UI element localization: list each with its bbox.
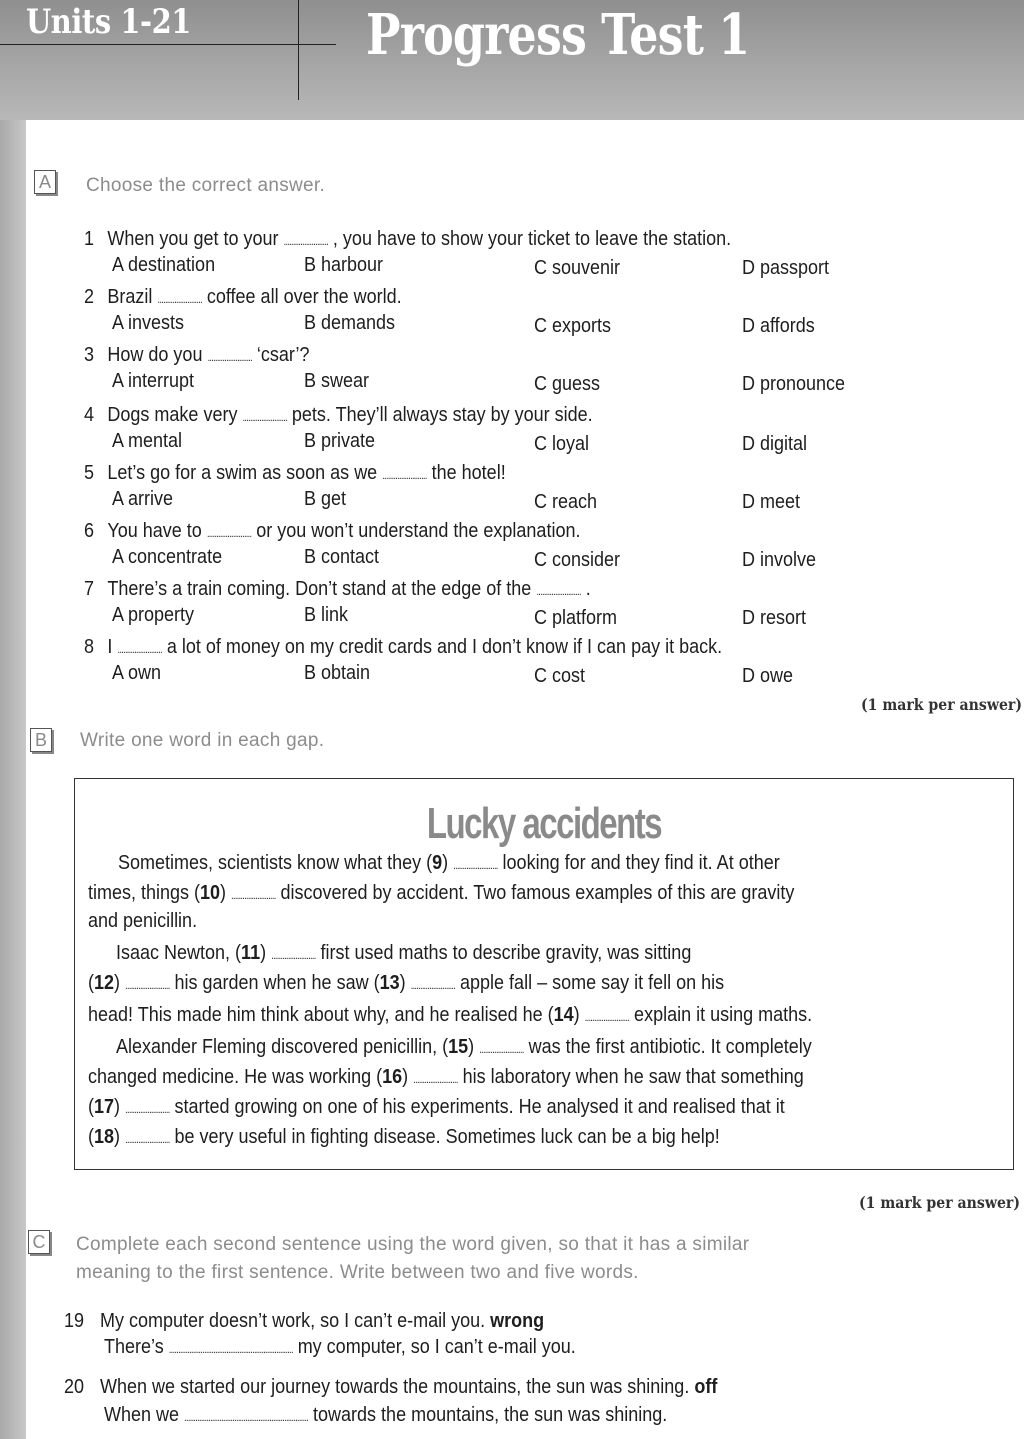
story-line xyxy=(116,1036,812,1059)
story-text: discovered by accident. Two famous examples of this are gravity xyxy=(275,882,795,904)
header-rule xyxy=(0,44,336,45)
option-5-b[interactable]: B get xyxy=(304,488,347,510)
answer-gap-16[interactable]: ........................ xyxy=(413,1074,458,1086)
gap-number: 18 xyxy=(94,1126,115,1148)
answer-gap-9[interactable]: ........................ xyxy=(453,860,498,872)
answer-gap-11[interactable]: ........................ xyxy=(271,950,316,962)
question-text-before: When you get to your xyxy=(107,228,284,250)
story-line xyxy=(118,852,780,875)
question-text-before: You have to xyxy=(107,520,207,542)
story-text: be very useful in fighting disease. Sometimes luck can be a big help! xyxy=(169,1126,720,1148)
story-text: ) xyxy=(260,942,272,964)
question-number: 8 xyxy=(84,636,95,658)
question-text-before: How do you xyxy=(107,344,208,366)
gap-number: 9 xyxy=(432,852,443,874)
question-text-after: pets. They’ll always stay by your side. xyxy=(286,404,593,426)
option-5-d[interactable]: D meet xyxy=(742,491,801,513)
question-text-before: Brazil xyxy=(107,286,158,308)
answer-gap[interactable]: ........................ xyxy=(207,352,252,364)
story-text: ) xyxy=(114,1096,126,1118)
option-8-c[interactable]: C cost xyxy=(534,665,586,687)
story-line xyxy=(88,1096,785,1119)
question-2 xyxy=(84,286,402,309)
question-text-before: There’s a train coming. Don’t stand at the edge of the xyxy=(107,578,537,600)
question-number: 6 xyxy=(84,520,95,542)
answer-gap-17[interactable]: ........................ xyxy=(125,1104,170,1116)
option-2-c[interactable]: C exports xyxy=(534,315,612,337)
option-1-c[interactable]: C souvenir xyxy=(534,257,621,279)
option-2-a[interactable]: A invests xyxy=(112,312,185,334)
section-c-instruction-2: meaning to the first sentence. Write between two and five words. xyxy=(76,1262,639,1283)
story-text: first used maths to describe gravity, was sitting xyxy=(315,942,692,964)
gap-number: 13 xyxy=(379,972,400,994)
option-3-d[interactable]: D pronounce xyxy=(742,373,846,395)
question-7 xyxy=(84,578,591,601)
story-text: his garden when he saw ( xyxy=(169,972,380,994)
answer-gap[interactable]: ........................ xyxy=(536,586,581,598)
section-c-badge: C xyxy=(28,1230,50,1254)
option-4-b[interactable]: B private xyxy=(304,430,376,452)
rewrite-end: my computer, so I can’t e-mail you. xyxy=(292,1336,576,1358)
option-2-b[interactable]: B demands xyxy=(304,312,396,334)
story-line xyxy=(88,1066,804,1089)
story-text: ( xyxy=(88,972,95,994)
question-number: 3 xyxy=(84,344,95,366)
question-text-after: , you have to show your ticket to leave the station. xyxy=(327,228,732,250)
section-b-instruction: Write one word in each gap. xyxy=(80,730,325,751)
story-text: changed medicine. He was working ( xyxy=(88,1066,383,1088)
question-text-before: Dogs make very xyxy=(107,404,243,426)
question-text-before: Let’s go for a swim as soon as we xyxy=(107,462,383,484)
answer-gap-10[interactable]: ........................ xyxy=(231,890,276,902)
question-8 xyxy=(84,636,722,659)
question-number: 2 xyxy=(84,286,95,308)
story-text: ) xyxy=(114,972,126,994)
question-sentence: When we started our journey towards the mountains, the sun was shining. xyxy=(100,1376,695,1398)
option-7-a[interactable]: A property xyxy=(112,604,195,626)
story-text: ) xyxy=(573,1004,585,1026)
option-2-d[interactable]: D affords xyxy=(742,315,815,337)
option-7-c[interactable]: C platform xyxy=(534,607,618,629)
header-divider xyxy=(298,0,299,100)
rewrite-20 xyxy=(104,1404,667,1427)
story-line xyxy=(116,942,691,965)
rewrite-gap[interactable]: ................................................................... xyxy=(184,1412,309,1424)
story-text: started growing on one of his experiments. He analysed it and realised that it xyxy=(169,1096,785,1118)
option-8-a[interactable]: A own xyxy=(112,662,162,684)
answer-gap-13[interactable]: ........................ xyxy=(410,980,456,992)
question-4 xyxy=(84,404,593,427)
option-3-c[interactable]: C guess xyxy=(534,373,601,395)
answer-gap[interactable]: ........................ xyxy=(157,294,202,306)
answer-gap[interactable]: ........................ xyxy=(206,528,252,540)
section-a-marks: (1 mark per answer) xyxy=(860,695,1022,714)
story-line xyxy=(88,910,197,933)
answer-gap[interactable]: ........................ xyxy=(283,236,328,248)
option-8-b[interactable]: B obtain xyxy=(304,662,371,684)
story-text: Alexander Fleming discovered penicillin, ( xyxy=(116,1036,449,1058)
question-number: 7 xyxy=(84,578,95,600)
section-b-marks: (1 mark per answer) xyxy=(858,1193,1020,1212)
question-number: 20 xyxy=(64,1376,85,1398)
question-text-after: coffee all over the world. xyxy=(201,286,402,308)
story-text: was the first antibiotic. It completely xyxy=(523,1036,812,1058)
option-6-a[interactable]: A concentrate xyxy=(112,546,223,568)
question-number: 4 xyxy=(84,404,95,426)
option-7-b[interactable]: B link xyxy=(304,604,349,626)
page-edge xyxy=(0,120,26,1439)
gap-number: 15 xyxy=(448,1036,469,1058)
section-c-instruction-1: Complete each second sentence using the word given, so that it has a similar xyxy=(76,1234,750,1255)
key-word: wrong xyxy=(490,1310,545,1332)
answer-gap-14[interactable]: ........................ xyxy=(584,1012,630,1024)
option-8-d[interactable]: D owe xyxy=(742,665,794,687)
question-number: 19 xyxy=(64,1310,85,1332)
gap-number: 14 xyxy=(553,1004,574,1026)
question-number: 5 xyxy=(84,462,95,484)
question-text-after: a lot of money on my credit cards and I don’t know if I can pay it back. xyxy=(161,636,723,658)
story-text: explain it using maths. xyxy=(629,1004,813,1026)
rewrite-19 xyxy=(104,1336,576,1359)
story-text: head! This made him think about why, and he realised he ( xyxy=(88,1004,554,1026)
answer-gap-12[interactable]: ........................ xyxy=(125,980,170,992)
story-text: apple fall – some say it fell on his xyxy=(455,972,725,994)
gap-number: 11 xyxy=(241,942,261,964)
question-sentence: My computer doesn’t work, so I can’t e-mail you. xyxy=(100,1310,491,1332)
story-line xyxy=(88,972,724,995)
story-text: ) xyxy=(220,882,232,904)
option-4-d[interactable]: D digital xyxy=(742,433,808,455)
option-3-b[interactable]: B swear xyxy=(304,370,370,392)
story-text: ) xyxy=(402,1066,414,1088)
gap-number: 12 xyxy=(94,972,115,994)
gap-number: 17 xyxy=(94,1096,115,1118)
question-5 xyxy=(84,462,506,485)
story-text: and penicillin. xyxy=(88,910,198,932)
story-text: ) xyxy=(468,1036,480,1058)
option-4-c[interactable]: C loyal xyxy=(534,433,590,455)
story-text: ) xyxy=(114,1126,126,1148)
gap-number: 16 xyxy=(382,1066,403,1088)
option-1-b[interactable]: B harbour xyxy=(304,254,384,276)
question-text-after: the hotel! xyxy=(426,462,506,484)
story-line xyxy=(88,882,794,905)
question-text-after: . xyxy=(580,578,591,600)
question-19 xyxy=(64,1310,544,1333)
option-4-a[interactable]: A mental xyxy=(112,430,183,452)
option-6-c[interactable]: C consider xyxy=(534,549,621,571)
question-number: 1 xyxy=(84,228,95,250)
question-1 xyxy=(84,228,731,251)
units-label: Units 1-21 xyxy=(26,2,191,42)
section-b-badge: B xyxy=(30,728,52,752)
question-20 xyxy=(64,1376,717,1399)
section-a-instruction: Choose the correct answer. xyxy=(86,175,326,196)
option-5-c[interactable]: C reach xyxy=(534,491,598,513)
page-title: Progress Test 1 xyxy=(366,2,750,68)
key-word: off xyxy=(694,1376,718,1398)
answer-gap-15[interactable]: ........................ xyxy=(479,1044,524,1056)
answer-gap-18[interactable]: ........................ xyxy=(125,1134,170,1146)
section-a-badge: A xyxy=(34,170,56,194)
story-text: his laboratory when he saw that something xyxy=(457,1066,804,1088)
question-text-after: or you won’t understand the explanation. xyxy=(251,520,581,542)
story-text: ) xyxy=(399,972,411,994)
story-line xyxy=(88,1126,720,1149)
option-7-d[interactable]: D resort xyxy=(742,607,807,629)
option-6-b[interactable]: B contact xyxy=(304,546,380,568)
story-text: looking for and they find it. At other xyxy=(497,852,780,874)
rewrite-start: There’s xyxy=(104,1336,169,1358)
story-text: times, things ( xyxy=(88,882,201,904)
option-1-a[interactable]: A destination xyxy=(112,254,216,276)
question-3 xyxy=(84,344,310,367)
question-text-before: I xyxy=(107,636,118,658)
answer-gap[interactable]: ........................ xyxy=(382,470,427,482)
question-text-after: ‘csar’? xyxy=(251,344,310,366)
gap-number: 10 xyxy=(200,882,221,904)
story-title: Lucky accidents xyxy=(426,799,662,848)
question-6 xyxy=(84,520,580,543)
page-header xyxy=(0,0,1024,120)
rewrite-end: towards the mountains, the sun was shining. xyxy=(308,1404,668,1426)
answer-gap[interactable]: ........................ xyxy=(242,412,287,424)
option-6-d[interactable]: D involve xyxy=(742,549,817,571)
option-1-d[interactable]: D passport xyxy=(742,257,830,279)
option-3-a[interactable]: A interrupt xyxy=(112,370,195,392)
story-text: ( xyxy=(88,1096,95,1118)
story-text: ) xyxy=(442,852,454,874)
rewrite-start: When we xyxy=(104,1404,185,1426)
story-text: Sometimes, scientists know what they ( xyxy=(118,852,433,874)
rewrite-gap[interactable]: ................................................................... xyxy=(168,1344,293,1356)
answer-gap[interactable]: ........................ xyxy=(117,644,162,656)
story-text: Isaac Newton, ( xyxy=(116,942,242,964)
story-text: ( xyxy=(88,1126,95,1148)
option-5-a[interactable]: A arrive xyxy=(112,488,174,510)
story-line xyxy=(88,1004,812,1027)
